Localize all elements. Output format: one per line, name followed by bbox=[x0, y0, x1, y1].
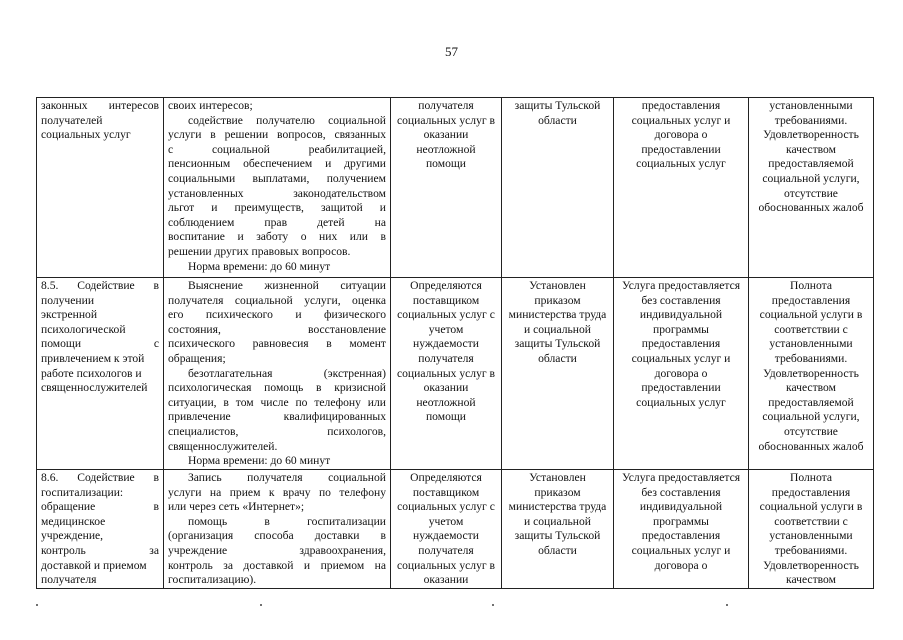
service-line: 8.6. Содействие в bbox=[41, 471, 159, 484]
description-line: услуги в решении вопросов, связанных bbox=[168, 128, 386, 142]
cell-deadline: Определяются поставщиком социальных услуг с учетом нуждаемости получателя социальных услуг в оказании bbox=[391, 470, 502, 589]
description-line: Выяснение жизненной ситуации bbox=[188, 279, 386, 292]
cell-service-name bbox=[37, 470, 164, 589]
description-line: пенсионным обеспечением и другими bbox=[168, 157, 386, 171]
service-line: экстренной bbox=[41, 308, 98, 322]
description-line: обращения; bbox=[168, 351, 226, 365]
cell-conditions: Полнота предоставления социальной услуги в соответствии с установленными требованиями. Удовлетворенность качеством предоставляемой социальной услуги, отсутствие обоснованных жалоб bbox=[749, 278, 874, 470]
description-line: соблюдением прав детей на bbox=[168, 215, 386, 229]
description-line: услуги на прием к врачу по телефону bbox=[168, 485, 386, 499]
cell-deadline: получателя социальных услуг в оказании неотложной помощи bbox=[391, 98, 502, 278]
cell-service-name bbox=[37, 98, 164, 278]
service-line: медицинское bbox=[41, 514, 106, 528]
cell-indicators: предоставления социальных услуг и договора о предоставлении социальных услуг bbox=[614, 98, 749, 278]
cell-indicators: Услуга предоставляется без составления индивидуальной программы предоставления социальных услуг и договора о bbox=[614, 470, 749, 589]
service-line: законных интересов bbox=[41, 99, 159, 112]
table-row bbox=[37, 470, 874, 589]
service-line: учреждение, bbox=[41, 529, 104, 543]
service-line: получателя bbox=[41, 573, 97, 587]
cell-conditions: установленными требованиями. Удовлетворенность качеством предоставляемой социальной услуги, отсутствие обоснованных жалоб bbox=[749, 98, 874, 278]
description-line: помощь в госпитализации bbox=[188, 514, 386, 528]
description-line: решении других правовых вопросов. bbox=[168, 244, 351, 258]
service-line: получателей bbox=[41, 113, 103, 127]
description-line: Запись получателя социальной bbox=[188, 471, 386, 484]
service-line: 8.5. Содействие в bbox=[41, 279, 159, 292]
service-line: госпитализации: bbox=[41, 485, 124, 499]
service-line: обращение в bbox=[41, 500, 159, 514]
service-line: доставкой и приемом bbox=[41, 558, 147, 572]
description-line: привлечение квалифицированных bbox=[168, 410, 386, 424]
description-line: контроль за доставкой и приемом на bbox=[168, 558, 386, 572]
cell-payment: Установлен приказом министерства труда и социальной защиты Тульской области bbox=[502, 278, 614, 470]
description-line: своих интересов; bbox=[168, 99, 253, 112]
table-row bbox=[37, 278, 874, 470]
cell-service-description bbox=[164, 470, 391, 589]
description-line: воспитание и заботу о них или в bbox=[168, 230, 386, 244]
description-line: получателя социальной услуги, оценка bbox=[168, 293, 386, 307]
description-line: психологическая помощь в кризисной bbox=[168, 381, 386, 395]
description-line: с социальной реабилитацией, bbox=[168, 142, 386, 156]
description-line: безотлагательная (экстренная) bbox=[188, 366, 386, 380]
services-table bbox=[36, 97, 874, 589]
service-line: психологической bbox=[41, 322, 126, 336]
service-line: привлечением к этой bbox=[41, 351, 145, 365]
scan-marks bbox=[36, 604, 873, 612]
service-line: работе психологов и bbox=[41, 366, 142, 380]
description-line: учреждение здравоохранения, bbox=[168, 543, 386, 557]
page-number: 57 bbox=[445, 44, 458, 59]
description-line: священнослужителей. bbox=[168, 439, 278, 453]
table-row bbox=[37, 98, 874, 278]
cell-service-name bbox=[37, 278, 164, 470]
description-line: или через сеть «Интернет»; bbox=[168, 500, 305, 514]
description-line: Норма времени: до 60 минут bbox=[188, 454, 331, 468]
service-line: социальных услуг bbox=[41, 128, 131, 142]
description-line: ситуации, в том числе по телефону или bbox=[168, 395, 386, 409]
description-line: госпитализацию). bbox=[168, 573, 257, 587]
description-line: льгот и преимуществ, защитой и bbox=[168, 201, 386, 215]
description-line: его психического и физического bbox=[168, 308, 386, 322]
description-line: установленных законодательством bbox=[168, 186, 386, 200]
description-line: социальными выплатами, получением bbox=[168, 171, 386, 185]
description-line: содействие получателю социальной bbox=[188, 113, 386, 127]
cell-deadline: Определяются поставщиком социальных услуг с учетом нуждаемости получателя социальных услуг в оказании неотложной помощи bbox=[391, 278, 502, 470]
cell-payment: Установлен приказом министерства труда и социальной защиты Тульской области bbox=[502, 470, 614, 589]
description-line: специалистов, психологов, bbox=[168, 424, 386, 438]
service-line: священнослужителей bbox=[41, 381, 148, 395]
cell-conditions: Полнота предоставления социальной услуги в соответствии с установленными требованиями. Удовлетворенность качеством bbox=[749, 470, 874, 589]
service-line: помощи с bbox=[41, 337, 159, 351]
description-line: состояния, восстановление bbox=[168, 322, 386, 336]
cell-payment: защиты Тульской области bbox=[502, 98, 614, 278]
description-line: (организация способа доставки в bbox=[168, 529, 386, 543]
service-line: контроль за bbox=[41, 543, 159, 557]
cell-indicators: Услуга предоставляется без составления индивидуальной программы предоставления социальных услуг и договора о предоставлении социальных услуг bbox=[614, 278, 749, 470]
description-line: психического равновесия в момент bbox=[168, 337, 386, 351]
cell-service-description bbox=[164, 98, 391, 278]
service-line: получении bbox=[41, 293, 95, 307]
description-line: Норма времени: до 60 минут bbox=[188, 259, 331, 273]
cell-service-description bbox=[164, 278, 391, 470]
